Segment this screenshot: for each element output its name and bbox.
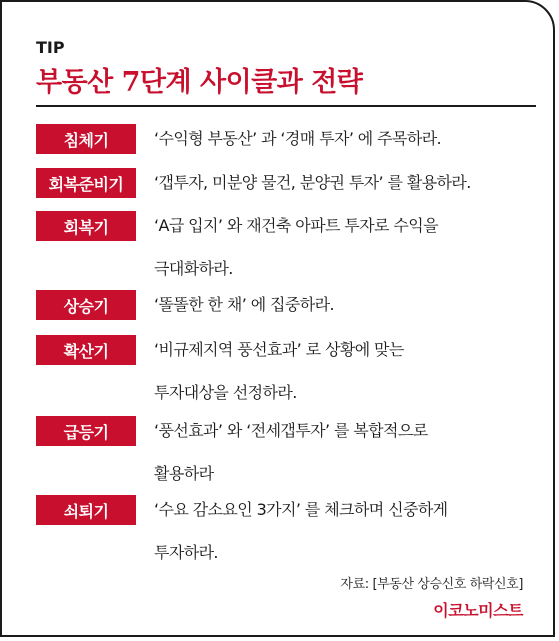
stage-description-line: ‘수요 감소요인 3가지’ 를 체크하며 신중하게 xyxy=(154,500,448,519)
stage-badge: 상승기 xyxy=(36,290,136,320)
stage-row-2 xyxy=(36,168,554,198)
stage-description-line: ‘갭투자, 미분양 물건, 분양권 투자’ 를 활용하라. xyxy=(154,173,471,192)
stage-row-7 xyxy=(36,495,554,568)
stage-description-line: 극대화하라. xyxy=(154,259,233,278)
stage-description-line: ‘수익형 부동산’ 과 ‘경매 투자’ 에 주목하라. xyxy=(154,129,442,148)
source-credit: 자료: [부동산 상승신호 하락신호] xyxy=(340,577,523,592)
stage-badge: 회복기 xyxy=(36,211,136,241)
stage-description-line: ‘A급 입지’ 와 재건축 아파트 투자로 수익을 xyxy=(154,216,438,235)
stage-badge: 침체기 xyxy=(36,124,136,154)
stage-description xyxy=(154,168,554,198)
page-title: 부동산 7단계 사이클과 전략 xyxy=(36,67,363,98)
tip-label: TIP xyxy=(36,38,65,57)
stage-badge: 회복준비기 xyxy=(36,168,136,198)
stage-description-line: 투자대상을 선정하라. xyxy=(154,383,297,402)
stage-badge: 쇠퇴기 xyxy=(36,495,136,525)
stage-badge: 급등기 xyxy=(36,416,136,446)
stage-description xyxy=(154,211,554,284)
stage-description xyxy=(154,335,554,408)
stage-row-5 xyxy=(36,335,554,408)
stage-description xyxy=(154,290,554,320)
publisher-logo: 이코노미스트 xyxy=(433,601,523,620)
stage-description xyxy=(154,124,554,154)
stage-description-line: ‘똘똘한 한 채’ 에 집중하라. xyxy=(154,295,334,314)
stage-row-3 xyxy=(36,211,554,284)
stage-description-line: 활용하라 xyxy=(154,464,214,483)
title-divider xyxy=(36,105,536,107)
stage-description-line: ‘풍선효과’ 와 ‘전세갭투자’ 를 복합적으로 xyxy=(154,421,428,440)
stage-badge: 확산기 xyxy=(36,335,136,365)
stage-description-line: ‘비규제지역 풍선효과’ 로 상황에 맞는 xyxy=(154,340,404,359)
stage-description xyxy=(154,416,554,489)
stage-row-6 xyxy=(36,416,554,489)
stage-row-4 xyxy=(36,290,554,320)
stage-description xyxy=(154,495,554,568)
stage-description-line: 투자하라. xyxy=(154,543,218,562)
stage-row-1 xyxy=(36,124,554,154)
